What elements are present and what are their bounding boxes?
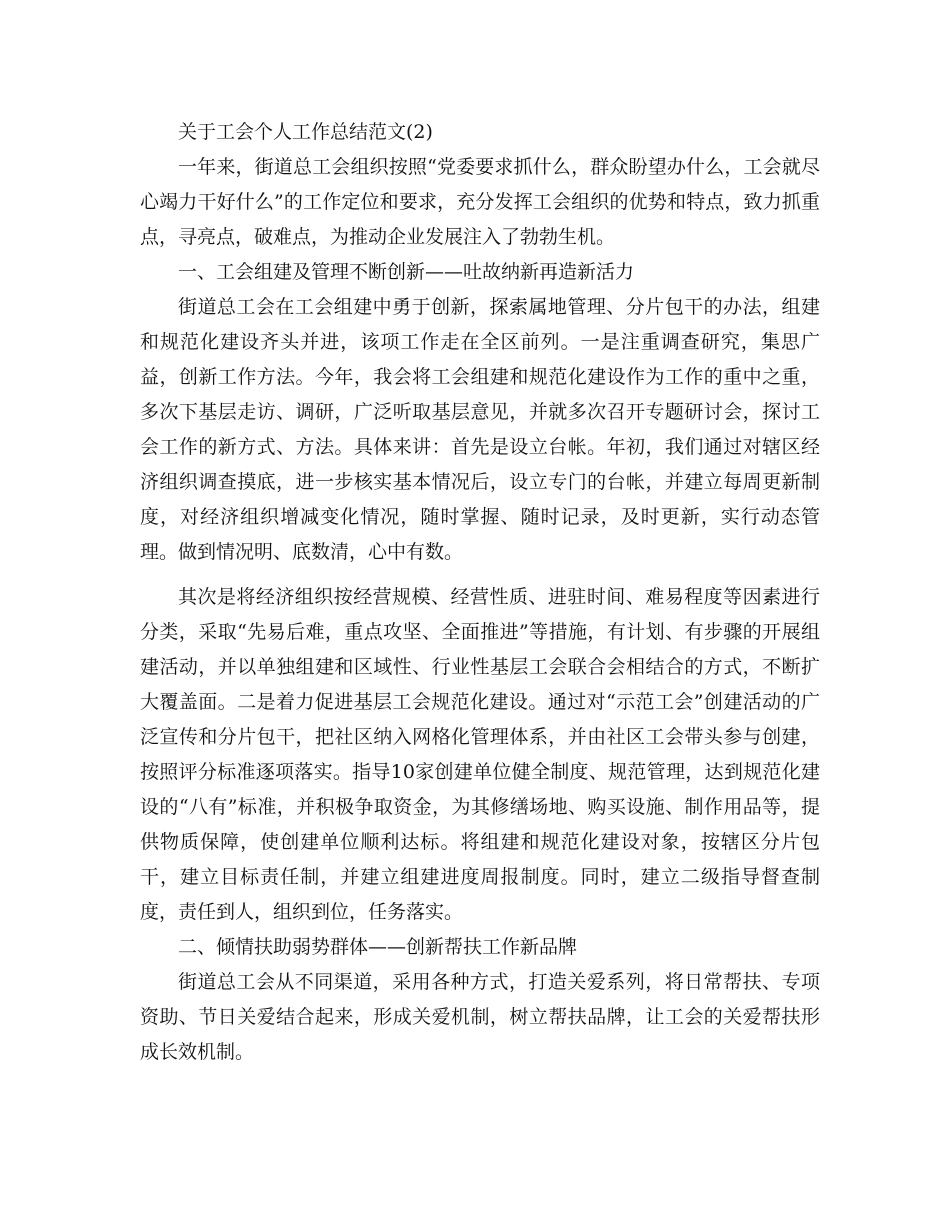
- section-heading-2: 二、倾情扶助弱势群体——创新帮扶工作新品牌: [178, 936, 578, 958]
- document-title: 关于工会个人工作总结范文(2): [178, 121, 433, 143]
- document-body: [140, 115, 820, 1070]
- paragraph-section-1-part-1: 街道总工会在工会组建中勇于创新，探索属地管理、分片包干的办法，组建和规范化建设齐头并进，该项工作走在全区前列。一是注重调查研究，集思广益，创新工作方法。今年，我会将工会组建和规范化建设作为工作的重中之重，多次下基层走访、调研，广泛听取基层意见，并就多次召开专题研讨会，探讨工会工作的新方式、方法。具体来讲：首先是设立台帐。年初，我们通过对辖区经济组织调查摸底，进一步核实基本情况后，设立专门的台帐，并建立每周更新制度，对经济组织增减变化情况，随时掌握、随时记录，及时更新，实行动态管理。做到情况明、底数清，心中有数。: [140, 296, 820, 563]
- paragraph-section-2: 街道总工会从不同渠道，采用各种方式，打造关爱系列，将日常帮扶、专项资助、节日关爱结合起来，形成关爱机制，树立帮扶品牌，让工会的关爱帮扶形成长效机制。: [140, 971, 820, 1063]
- paragraph-section-1-part-2: 其次是将经济组织按经营规模、经营性质、进驻时间、难易程度等因素进行分类，采取“先易后难，重点攻坚、全面推进”等措施，有计划、有步骤的开展组建活动，并以单独组建和区域性、行业性基层工会联合会相结合的方式，不断扩大覆盖面。二是着力促进基层工会规范化建设。通过对“示范工会”创建活动的广泛宣传和分片包干，把社区纳入网格化管理体系，并由社区工会带头参与创建，按照评分标准逐项落实。指导10家创建单位健全制度、规范管理，达到规范化建设的“八有”标准，并积极争取资金，为其修缮场地、购买设施、制作用品等，提供物质保障，使创建单位顺利达标。将组建和规范化建设对象，按辖区分片包干，建立目标责任制，并建立组建进度周报制度。同时，建立二级指导督查制度，责任到人，组织到位，任务落实。: [140, 586, 820, 923]
- section-heading-1: 一、工会组建及管理不断创新——吐故纳新再造新活力: [178, 261, 635, 283]
- paragraph-intro: 一年来，街道总工会组织按照“党委要求抓什么，群众盼望办什么，工会就尽心竭力干好什么”的工作定位和要求，充分发挥工会组织的优势和特点，致力抓重点，寻亮点，破难点，为推动企业发展注入了勃勃生机。: [140, 156, 820, 248]
